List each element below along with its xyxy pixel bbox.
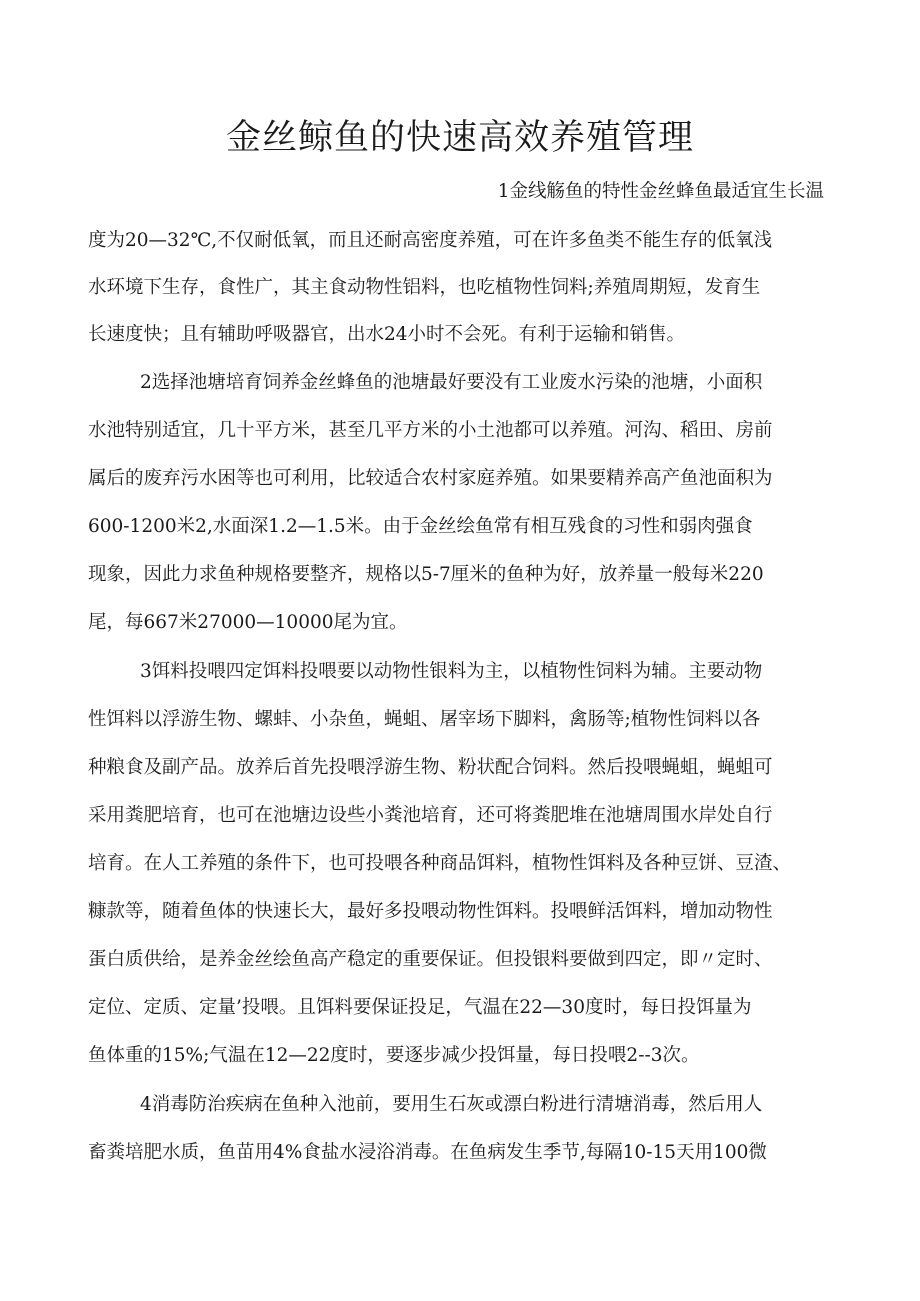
paragraph-3-line-1: 3饵料投喂四定饵料投喂要以动物性银料为主，以植物性饲料为辅。主要动物: [140, 661, 763, 682]
paragraph-3-line-9: 鱼体重的15%;气温在12—22度时，要逐步减少投饵量，每日投喂2--3次。: [88, 1045, 700, 1066]
page-title: 金丝鲸鱼的快速高效养殖管理: [225, 118, 694, 158]
paragraph-3-line-8: 定位、定质、定量’投喂。且饵料要保证投足，气温在22—30度时，每日投饵量为: [88, 997, 752, 1018]
paragraph-3-line-6: 糠款等，随着鱼体的快速长大，最好多投喂动物性饵料。投喂鲜活饵料，增加动物性: [88, 901, 773, 922]
paragraph-3-line-5: 培育。在人工养殖的条件下，也可投喂各种商品饵料，植物性饵料及各种豆饼、豆渣、: [88, 853, 792, 874]
paragraph-1-line-2: 度为20—32℃,不仅耐低氧，而且还耐高密度养殖，可在许多鱼类不能生存的低氧浅: [88, 230, 773, 251]
paragraph-2-line-3: 属后的废弃污水困等也可利用，比较适合农村家庭养殖。如果要精养高产鱼池面积为: [88, 468, 773, 489]
paragraph-1-line-3: 水环境下生存，食性广，其主食动物性铝料，也吃植物性饲料;养殖周期短，发育生: [88, 277, 761, 298]
paragraph-3-line-4: 采用粪肥培育，也可在池塘边设些小粪池培育，还可将粪肥堆在池塘周围水岸处自行: [88, 805, 773, 826]
paragraph-4-line-2: 畜粪培肥水质，鱼苗用4%食盐水浸浴消毒。在鱼病发生季节,每隔10-15天用100微: [88, 1142, 767, 1163]
paragraph-1-line-1: 1金线觞鱼的特性金丝蜂鱼最适宜生长温: [497, 181, 824, 202]
paragraph-4-line-1: 4消毒防治疾病在鱼种入池前，要用生石灰或漂白粉进行清塘消毒，然后用人: [140, 1094, 763, 1115]
paragraph-2-line-5: 现象，因此力求鱼种规格要整齐，规格以5-7厘米的鱼种为好，放养量一般每米220: [88, 564, 764, 585]
paragraph-2-line-6: 尾，每667米27000—10000尾为宜。: [88, 612, 408, 633]
paragraph-2-line-1: 2选择池塘培育饲养金丝蜂鱼的池塘最好要没有工业废水污染的池塘，小面积: [140, 372, 763, 393]
paragraph-2-line-2: 水池特别适宜，几十平方米，甚至几平方米的小土池都可以养殖。河沟、稻田、房前: [88, 420, 773, 441]
paragraph-3-line-3: 种粮食及副产品。放养后首先投喂浮游生物、粉状配合饲料。然后投喂蝇蛆，蝇蛆可: [88, 757, 773, 778]
paragraph-1-line-4: 长速度快；且有辅助呼吸器官，出水24小时不会死。有利于运输和销售。: [88, 324, 686, 345]
paragraph-3-line-7: 蛋白质供给，是养金丝绘鱼高产稳定的重要保证。但投银料要做到四定，即〃定时、: [88, 949, 773, 970]
paragraph-3-line-2: 性饵料以浮游生物、螺蚌、小杂鱼，蝇蛆、屠宰场下脚料，禽肠等;植物性饲料以各: [88, 709, 761, 730]
paragraph-2-line-4: 600-1200米2,水面深1.2—1.5米。由于金丝绘鱼常有相互残食的习性和弱肉强食: [88, 516, 753, 537]
